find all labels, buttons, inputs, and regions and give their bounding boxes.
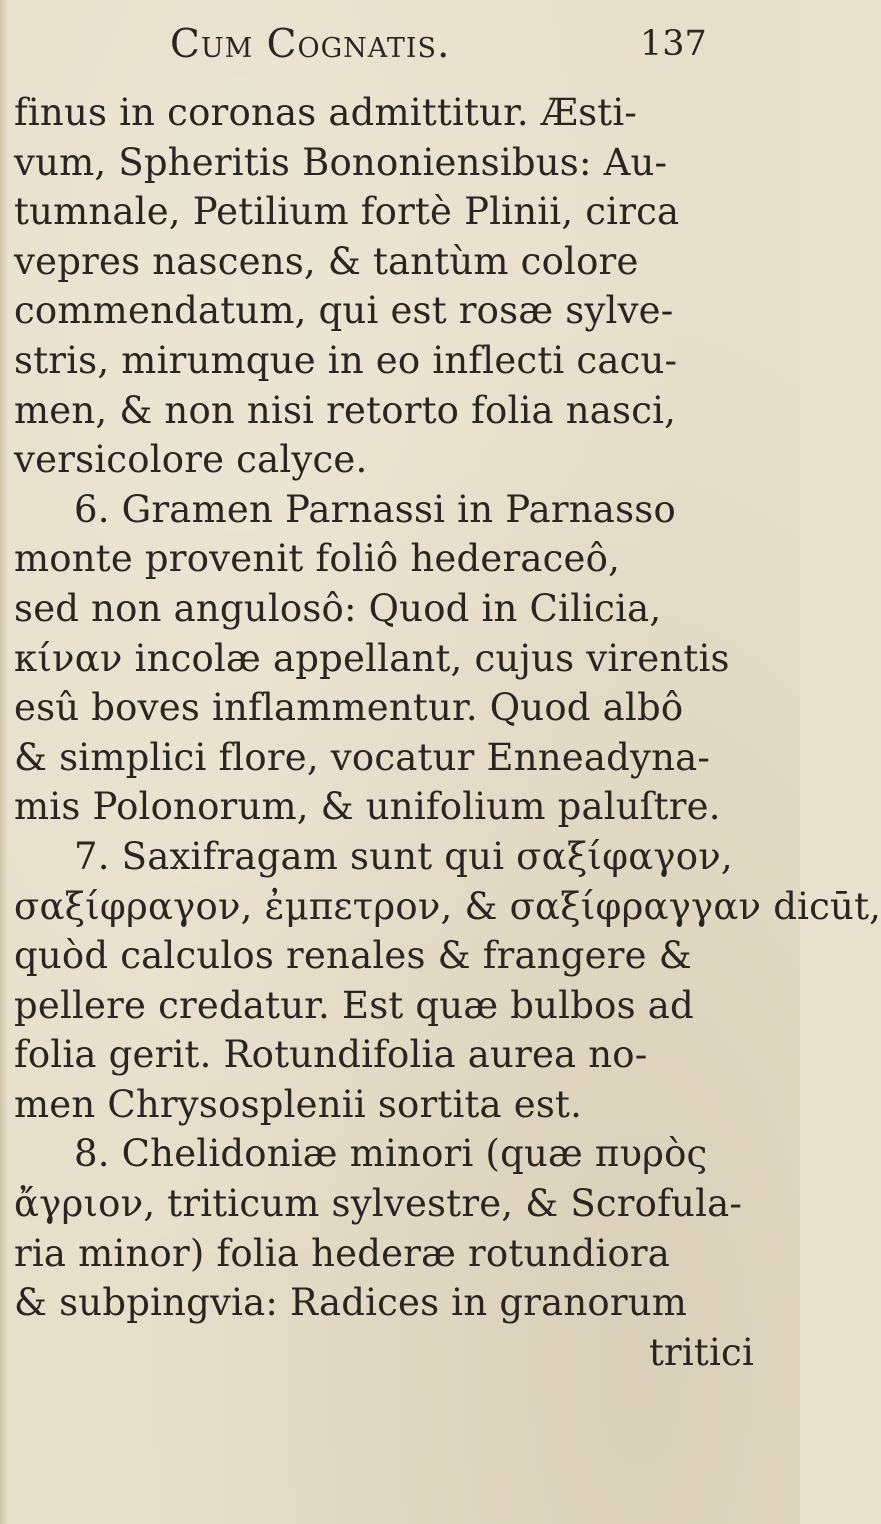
paragraph-8-start: 8. Chelidoniæ minori (quæ πυρὸς — [74, 1132, 708, 1176]
text-line: κίναν incolæ appellant, cujus virentis — [14, 636, 730, 680]
text-line: quòd calculos renales & frangere & — [14, 934, 692, 978]
text-line: vepres nascens, & tantùm colore — [14, 239, 639, 283]
text-line: men, & non nisi retorto folia nasci, — [14, 388, 677, 432]
text-line: versicolore calyce. — [14, 438, 368, 482]
paragraph-6-start: 6. Gramen Parnassi in Parnasso — [74, 487, 676, 531]
text-line: monte provenit foliô hederaceô, — [14, 537, 621, 581]
text-line: folia gerit. Rotundifolia aurea no- — [14, 1033, 648, 1077]
running-head: Cum Cognatis. — [170, 22, 451, 67]
text-line: & subpingvia: Radices in granorum — [14, 1281, 688, 1325]
paragraph-7-start: 7. Saxifragam sunt qui σαξίφαγον, — [74, 834, 733, 878]
text-line: stris, mirumque in eo inflecti cacu- — [14, 338, 678, 382]
body-text — [14, 88, 881, 1377]
text-line: vum, Spheritis Bononiensibus: Au- — [14, 140, 668, 184]
text-line: σαξίφραγον, ἐμπετρον, & σαξίφραγγαν dicūt, — [14, 884, 881, 928]
page-gutter-shadow — [0, 0, 8, 1524]
catchword: tritici — [648, 1330, 754, 1374]
text-line: finus in coronas admittitur. Æsti- — [14, 91, 638, 134]
text-line: & simplici flore, vocatur Enneadyna- — [14, 735, 711, 779]
text-line: commendatum, qui est rosæ sylve- — [14, 289, 674, 333]
text-line: sed non angulosô: Quod in Cilicia, — [14, 586, 662, 630]
page-number: 137 — [640, 24, 707, 64]
text-line: pellere credatur. Est quæ bulbos ad — [14, 983, 694, 1027]
text-line: tumnale, Petilium fortè Plinii, circa — [14, 190, 680, 234]
text-line: mis Polonorum, & unifolium paluſtre. — [14, 785, 721, 829]
text-line: ria minor) folia hederæ rotundiora — [14, 1231, 671, 1275]
text-line: men Chrysosplenii sortita est. — [14, 1082, 583, 1126]
text-line: ἄγριον, triticum sylvestre, & Scrofula- — [14, 1182, 743, 1226]
page-header — [0, 22, 800, 82]
text-line: esû boves inflammentur. Quod albô — [14, 686, 684, 730]
